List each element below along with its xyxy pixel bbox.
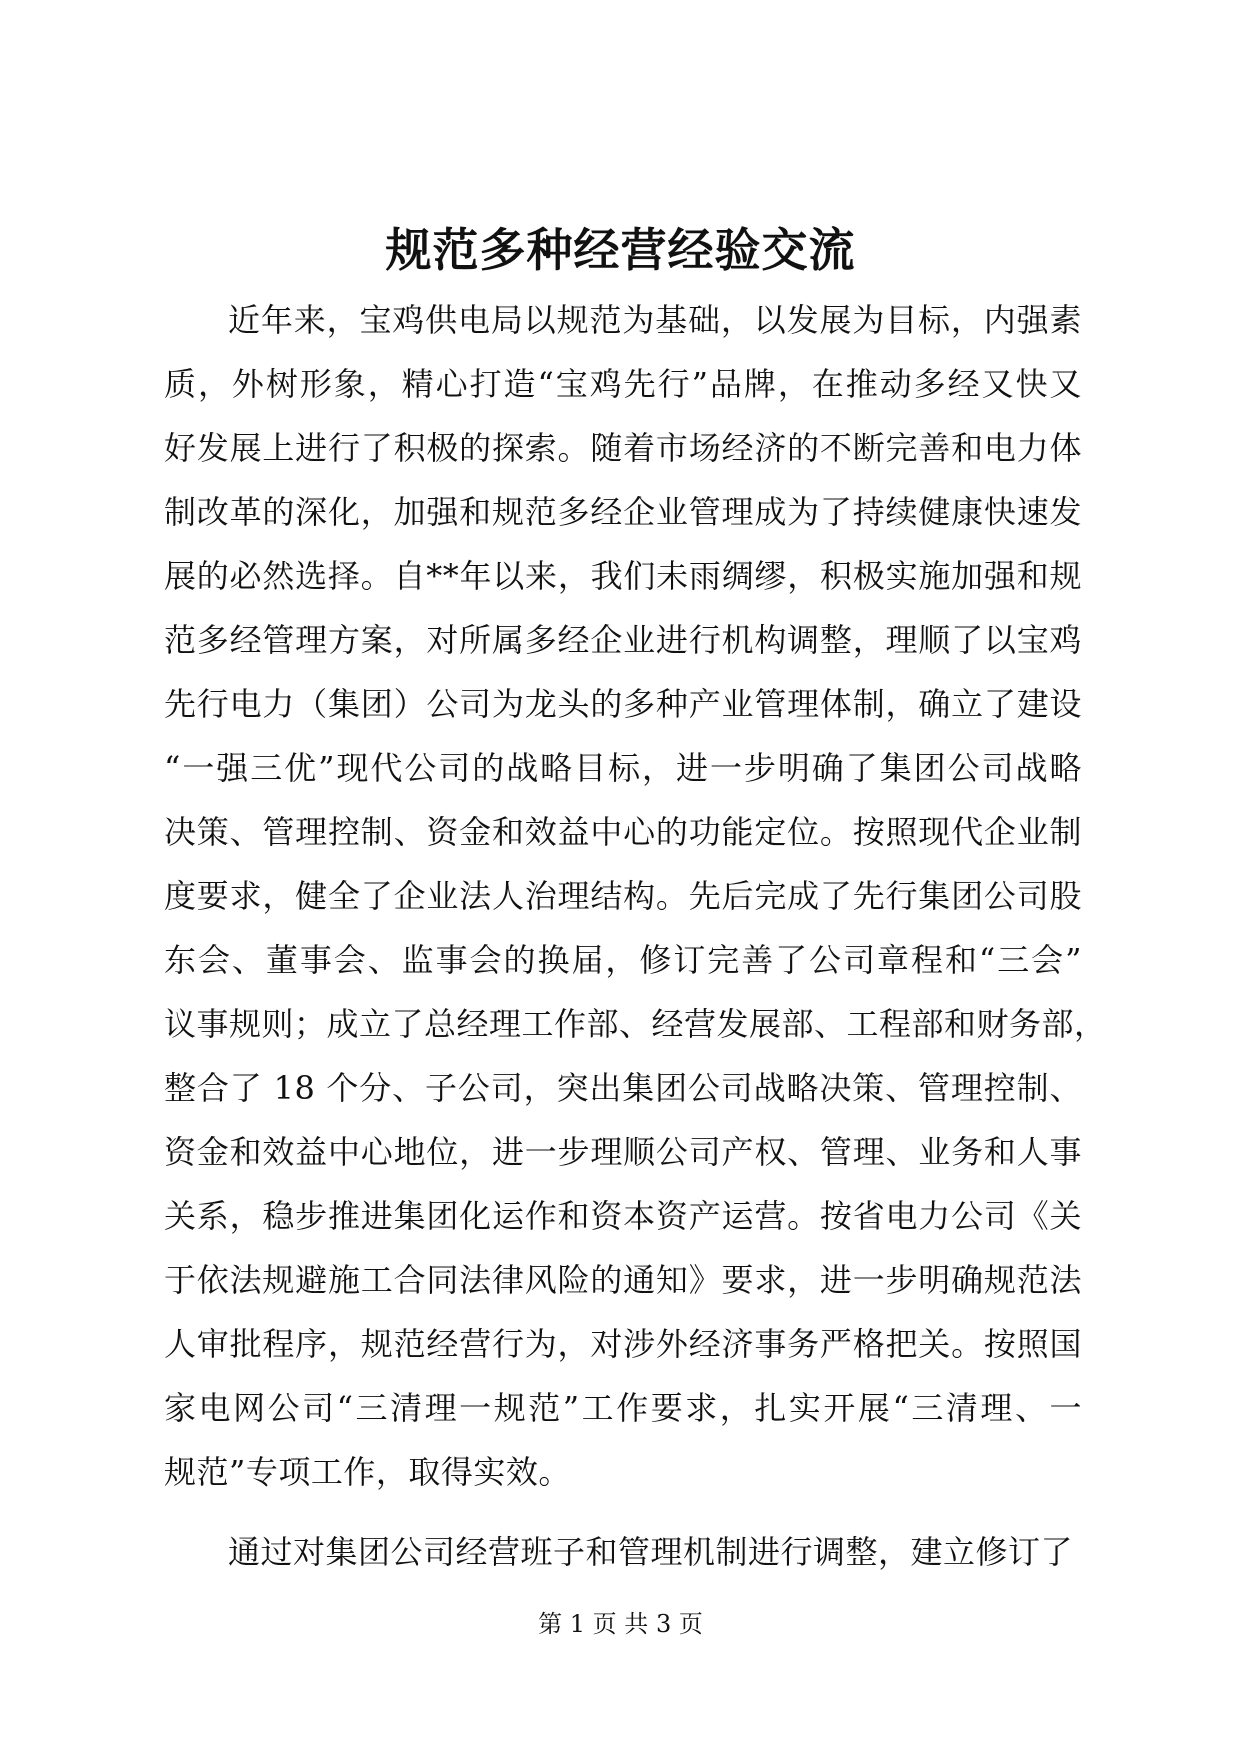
paragraph-gap	[164, 1504, 1082, 1520]
paragraph-line: 度要求，健全了企业法人治理结构。先后完成了先行集团公司股	[164, 877, 1082, 915]
paragraph-line: 议事规则；成立了总经理工作部、经营发展部、工程部和财务部，	[164, 1005, 1107, 1043]
paragraph-line: 展的必然选择。自**年以来，我们未雨绸缪，积极实施加强和规	[164, 557, 1082, 595]
paragraph-line: 家电网公司“三清理一规范”工作要求，扎实开展“三清理、一	[164, 1389, 1082, 1427]
paragraph-line: 通过对集团公司经营班子和管理机制进行调整，建立修订了	[228, 1533, 1074, 1571]
paragraph-line: 人审批程序，规范经营行为，对涉外经济事务严格把关。按照国	[164, 1325, 1082, 1363]
paragraph-line: 规范”专项工作，取得实效。	[164, 1453, 571, 1491]
document-body	[164, 288, 1107, 1584]
paragraph-line: 先行电力（集团）公司为龙头的多种产业管理体制，确立了建设	[164, 685, 1082, 723]
paragraph-line: 东会、董事会、监事会的换届，修订完善了公司章程和“三会”	[164, 941, 1082, 979]
paragraph-line: 整合了 18 个分、子公司，突出集团公司战略决策、管理控制、	[164, 1069, 1082, 1107]
paragraph-line: 关系，稳步推进集团化运作和资本资产运营。按省电力公司《关	[164, 1197, 1082, 1235]
paragraph-line: 于依法规避施工合同法律风险的通知》要求，进一步明确规范法	[164, 1261, 1082, 1299]
paragraph-line: 近年来，宝鸡供电局以规范为基础，以发展为目标，内强素	[228, 301, 1082, 339]
paragraph-line: 决策、管理控制、资金和效益中心的功能定位。按照现代企业制	[164, 813, 1082, 851]
page-footer: 第 1 页 共 3 页	[538, 1610, 703, 1638]
paragraph-line: 质，外树形象，精心打造“宝鸡先行”品牌，在推动多经又快又	[164, 365, 1082, 403]
document-title: 规范多种经营经验交流	[385, 223, 856, 277]
paragraph-line: 制改革的深化，加强和规范多经企业管理成为了持续健康快速发	[164, 493, 1082, 531]
paragraph-2	[164, 1520, 1082, 1584]
paragraph-line: 范多经管理方案，对所属多经企业进行机构调整，理顺了以宝鸡	[164, 621, 1082, 659]
paragraph-line: 资金和效益中心地位，进一步理顺公司产权、管理、业务和人事	[164, 1133, 1082, 1171]
paragraph-1	[164, 288, 1107, 1504]
paragraph-line: 好发展上进行了积极的探索。随着市场经济的不断完善和电力体	[164, 429, 1082, 467]
paragraph-line: “一强三优”现代公司的战略目标，进一步明确了集团公司战略	[164, 749, 1082, 787]
